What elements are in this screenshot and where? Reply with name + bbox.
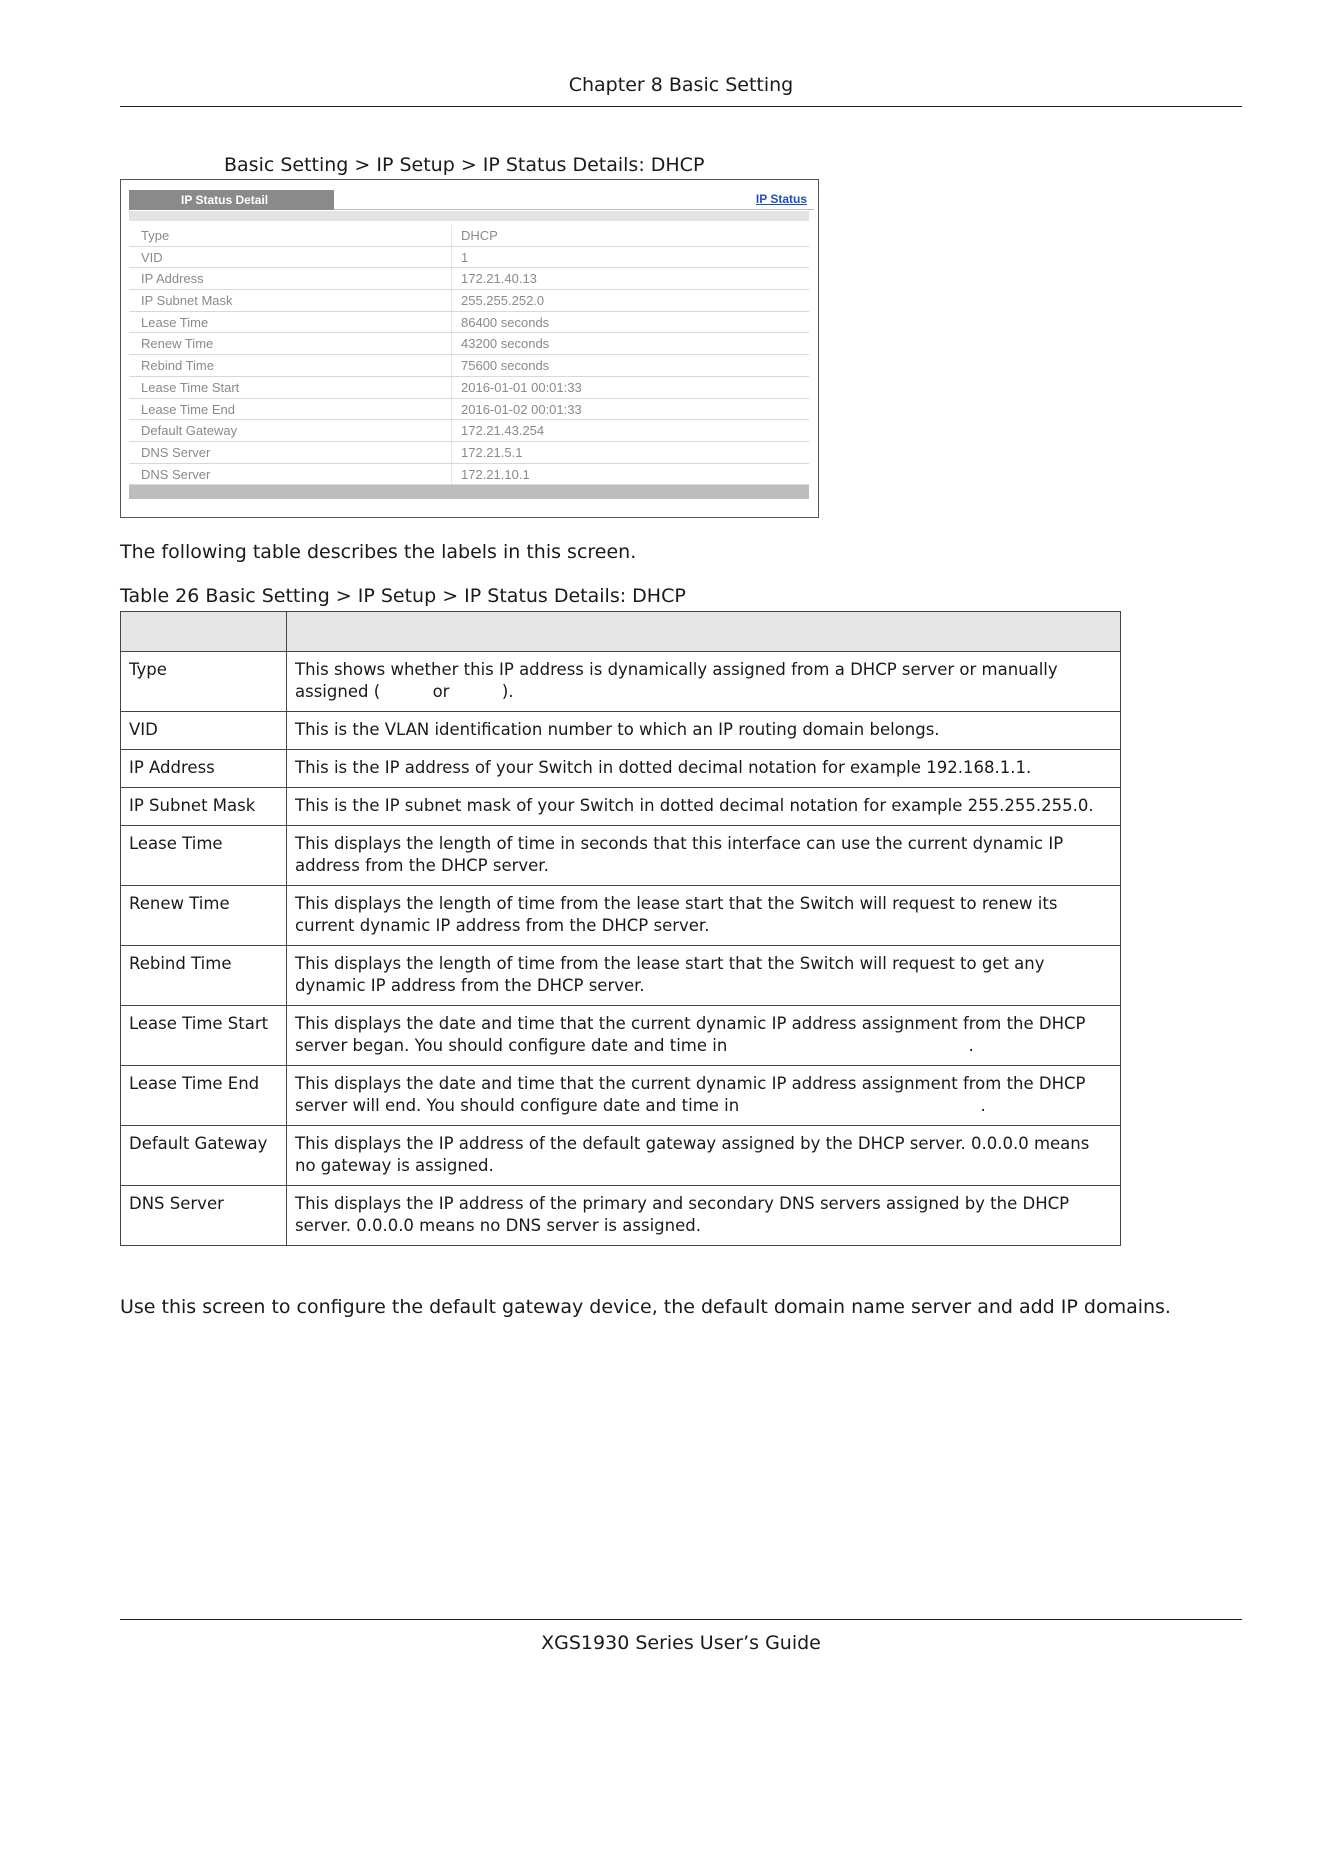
panel-tab: IP Status Detail: [129, 190, 334, 210]
status-row-label: DNS Server: [141, 466, 211, 482]
status-row-value: 86400 seconds: [461, 314, 550, 330]
status-rows: [129, 225, 809, 485]
row-label: Lease Time: [121, 826, 287, 886]
status-row: [129, 247, 809, 269]
status-row-label: IP Subnet Mask: [141, 293, 233, 309]
row-description: This displays the length of time from the lease start that the Switch will request to get any dynamic IP address from the DHCP server.: [287, 946, 1121, 1006]
status-row-label: VID: [141, 249, 163, 265]
intro-paragraph: The following table describes the labels in this screen.: [120, 541, 637, 563]
status-row-value: 2016-01-02 00:01:33: [461, 401, 582, 417]
row-label: Rebind Time: [121, 946, 287, 1006]
row-description: This displays the date and time that the current dynamic IP address assignment from the DHCP server will end. You should configure date and time in .: [287, 1066, 1121, 1126]
table-row: [121, 750, 1121, 788]
description-table: [120, 611, 1121, 1246]
tab-underline: [334, 209, 814, 210]
status-row-value: 172.21.43.254: [461, 423, 545, 439]
status-row: [129, 377, 809, 399]
status-row: [129, 399, 809, 421]
table-row: [121, 788, 1121, 826]
table-row: [121, 1126, 1121, 1186]
status-row: [129, 225, 809, 247]
table-row: [121, 1186, 1121, 1246]
status-row: [129, 355, 809, 377]
column-divider: [451, 290, 452, 311]
status-row: [129, 312, 809, 334]
row-description: This shows whether this IP address is dynamically assigned from a DHCP server or manually assigned ( or ).: [287, 652, 1121, 712]
status-row-label: Lease Time Start: [141, 379, 240, 395]
page-header: [120, 74, 1242, 107]
ip-status-link[interactable]: IP Status: [755, 192, 807, 206]
status-row-label: Renew Time: [141, 336, 214, 352]
column-divider: [451, 355, 452, 376]
label-column-header: [121, 612, 287, 652]
table-row: [121, 946, 1121, 1006]
status-row: [129, 268, 809, 290]
description-column-header: [287, 612, 1121, 652]
status-row: [129, 420, 809, 442]
figure-caption: Basic Setting > IP Setup > IP Status Details: DHCP: [224, 154, 705, 176]
row-label: Lease Time End: [121, 1066, 287, 1126]
table-row: [121, 886, 1121, 946]
table-row: [121, 712, 1121, 750]
page-footer: [120, 1619, 1242, 1654]
column-divider: [451, 333, 452, 354]
status-row-label: Type: [141, 228, 170, 243]
column-divider: [451, 377, 452, 398]
status-row: [129, 464, 809, 486]
column-divider: [451, 225, 452, 246]
status-row-value: 75600 seconds: [461, 358, 550, 374]
column-divider: [451, 464, 452, 485]
guide-title: XGS1930 Series User’s Guide: [541, 1632, 821, 1654]
status-row-value: DHCP: [461, 228, 498, 243]
status-row-value: 1: [461, 249, 469, 265]
column-divider: [451, 399, 452, 420]
row-label: DNS Server: [121, 1186, 287, 1246]
column-divider: [451, 268, 452, 289]
row-label: Type: [121, 652, 287, 712]
row-description: This displays the length of time from the lease start that the Switch will request to renew its current dynamic IP address from the DHCP server.: [287, 886, 1121, 946]
row-description: This displays the date and time that the current dynamic IP address assignment from the DHCP server began. You should configure date and time in .: [287, 1006, 1121, 1066]
row-label: Renew Time: [121, 886, 287, 946]
status-row-label: Lease Time: [141, 314, 209, 330]
status-row-label: Rebind Time: [141, 358, 214, 374]
status-row-label: Lease Time End: [141, 401, 235, 417]
status-row-value: 172.21.40.13: [461, 271, 537, 287]
row-description: This displays the IP address of the primary and secondary DNS servers assigned by the DHCP server. 0.0.0.0 means no DNS server is assigned.: [287, 1186, 1121, 1246]
status-row-label: IP Address: [141, 271, 204, 287]
column-divider: [451, 247, 452, 268]
column-divider: [451, 420, 452, 441]
column-divider: [451, 442, 452, 463]
ip-status-detail-screenshot: [120, 179, 819, 518]
column-divider: [451, 312, 452, 333]
status-row: [129, 333, 809, 355]
section-body-text: Use this screen to configure the default gateway device, the default domain name server and add IP domains.: [120, 1296, 1171, 1318]
chapter-title: Chapter 8 Basic Setting: [568, 74, 794, 96]
panel-header-stripe: [129, 211, 809, 221]
status-row-value: 2016-01-01 00:01:33: [461, 379, 582, 395]
status-row-value: 255.255.252.0: [461, 293, 545, 309]
row-label: IP Address: [121, 750, 287, 788]
row-description: This displays the IP address of the default gateway assigned by the DHCP server. 0.0.0.0 means no gateway is assigned.: [287, 1126, 1121, 1186]
table-row: [121, 1066, 1121, 1126]
row-description: This is the IP subnet mask of your Switch in dotted decimal notation for example 255.255.255.0.: [287, 788, 1121, 826]
row-label: Default Gateway: [121, 1126, 287, 1186]
status-row: [129, 290, 809, 312]
status-row-label: Default Gateway: [141, 423, 238, 439]
status-row: [129, 442, 809, 464]
panel-title-bar: [129, 190, 815, 210]
table-row: [121, 1006, 1121, 1066]
row-label: Lease Time Start: [121, 1006, 287, 1066]
status-row-value: 43200 seconds: [461, 336, 550, 352]
row-description: This displays the length of time in seconds that this interface can use the current dynamic IP address from the DHCP server.: [287, 826, 1121, 886]
row-description: This is the IP address of your Switch in dotted decimal notation for example 192.168.1.1.: [287, 750, 1121, 788]
row-label: IP Subnet Mask: [121, 788, 287, 826]
panel-footer-stripe: [129, 485, 809, 499]
row-label: VID: [121, 712, 287, 750]
table-body: [121, 652, 1121, 1246]
status-row-value: 172.21.5.1: [461, 444, 523, 460]
table-header-row: [121, 612, 1121, 652]
row-description: This is the VLAN identification number to which an IP routing domain belongs.: [287, 712, 1121, 750]
status-row-label: DNS Server: [141, 444, 211, 460]
status-row-value: 172.21.10.1: [461, 466, 530, 482]
table-row: [121, 652, 1121, 712]
table-row: [121, 826, 1121, 886]
table-caption: Table 26 Basic Setting > IP Setup > IP Status Details: DHCP: [120, 585, 686, 607]
